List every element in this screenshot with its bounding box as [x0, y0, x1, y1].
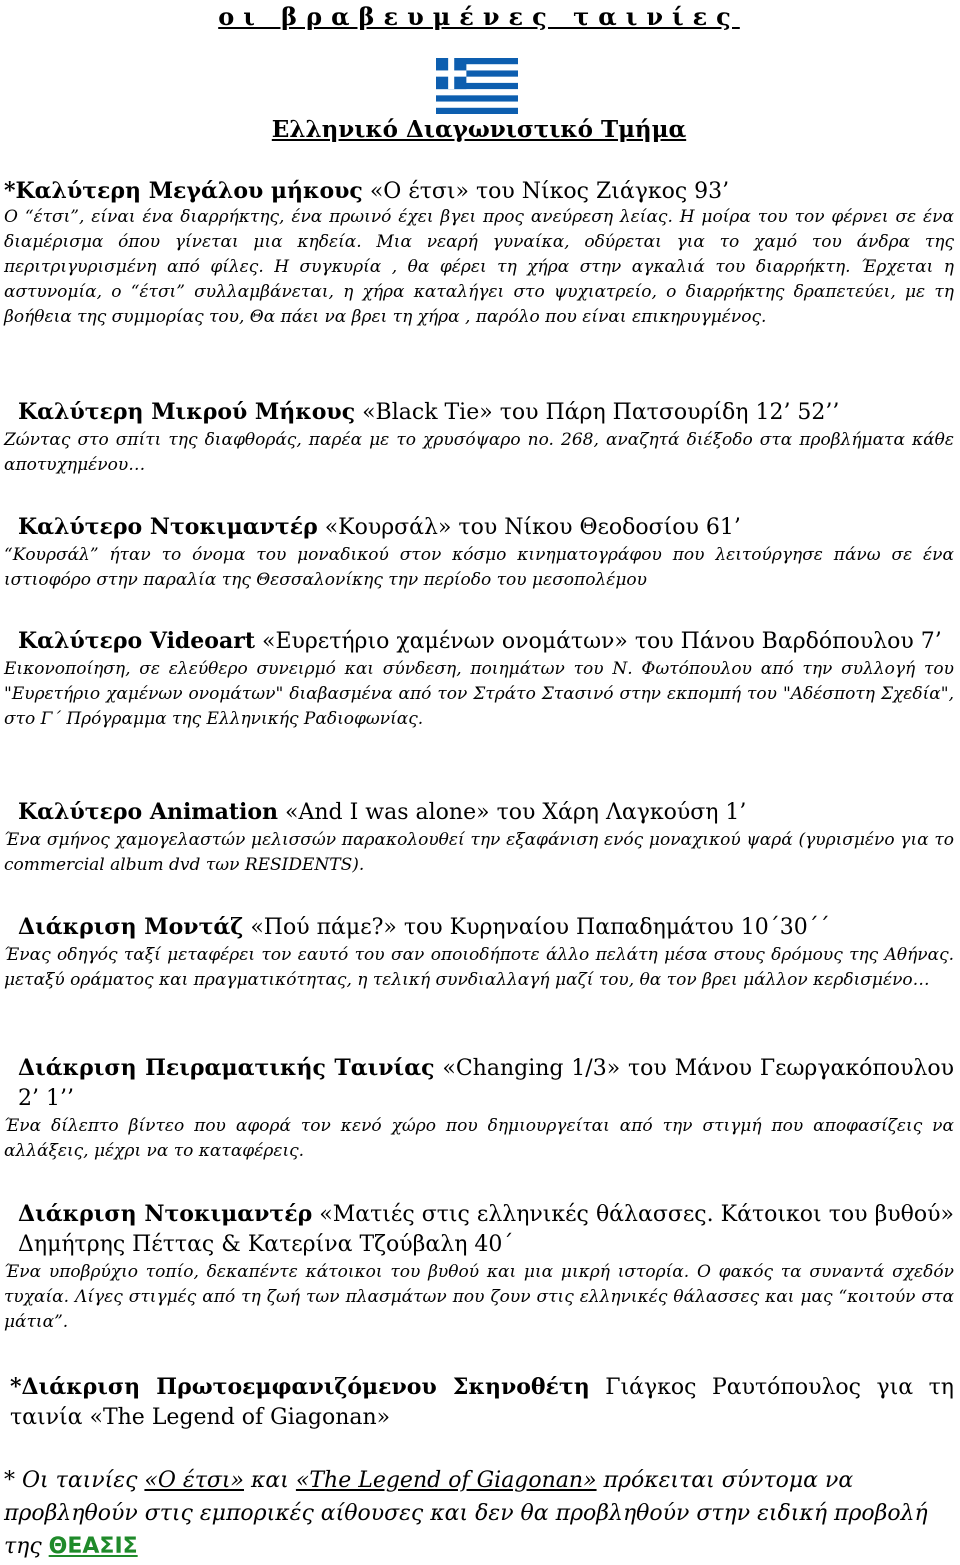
award-category: Καλύτερη Μικρού Μήκους	[18, 399, 356, 425]
award-heading	[4, 1199, 954, 1260]
award-heading	[4, 176, 954, 207]
award-heading	[4, 797, 954, 828]
award-editing-distinction	[4, 912, 954, 993]
award-best-documentary	[4, 512, 954, 593]
award-category: Καλύτερο Ντοκιμαντέρ	[18, 514, 318, 540]
award-best-short	[4, 397, 954, 478]
award-heading	[4, 912, 954, 943]
award-details: «Ο έτσι» του Νίκος Ζιάγκος 93’	[362, 179, 730, 204]
award-description: Ένα σμήνος χαμογελαστών μελισσών παρακολουθεί την εξαφάνιση ενός μοναχικού ψαρά (γυρισμένο για το commercial album dvd των RESIDENTS).	[4, 830, 954, 875]
greek-flag-icon	[436, 58, 518, 114]
award-category: *Καλύτερη Μεγάλου μήκους	[4, 178, 363, 204]
footnote-mid-1: και	[244, 1468, 296, 1493]
award-details: «Changing 1/3» του Μάνου Γεωργακόπουλου 2’ 1’’	[18, 1056, 955, 1111]
award-description: Ένα δίλεπτο βίντεο που αφορά τον κενό χώρο που δημιουργείται από την στιγμή που αποφασίζεις να αλλάξεις, μέχρι να το καταφέρεις.	[4, 1116, 954, 1161]
award-details: «Black Tie» του Πάρη Πατσουρίδη 12’ 52’’	[355, 400, 840, 425]
award-details: «Κουρσάλ» του Νίκου Θεοδοσίου 61’	[317, 515, 741, 540]
award-details: «And I was alone» του Χάρη Λαγκούση 1’	[278, 800, 747, 825]
footnote-prefix: * Οι ταινίες	[4, 1468, 145, 1493]
award-category: Καλύτερο Animation	[18, 799, 279, 825]
award-category: Διάκριση Πειραματικής Ταινίας	[18, 1055, 435, 1081]
section-title: Ελληνικό Διαγωνιστικό Τμήμα	[271, 116, 687, 143]
award-details: «Ματιές στις ελληνικές θάλασσες. Κάτοικοι του βυθού» Δημήτρης Πέττας & Κατερίνα Τζούβαλη 40΄	[18, 1202, 954, 1257]
award-category: Καλύτερο Videoart	[18, 628, 255, 654]
award-heading	[4, 512, 954, 543]
award-category: *Διάκριση Πρωτοεμφανιζόμενου Σκηνοθέτη	[10, 1374, 590, 1400]
footnote-mid-2: πρόκειται σύντομα να προβληθούν στις εμπορικές αίθουσες και δεν θα προβληθούν στην ειδική προβολή της	[4, 1468, 928, 1559]
award-best-videoart	[4, 626, 954, 732]
award-heading	[4, 1053, 954, 1114]
award-best-feature	[4, 176, 954, 330]
award-description: “Κουρσάλ” ήταν το όνομα του μοναδικού στον κόσμο κινηματογράφου που λειτούργησε πάνω σε ένα ιστιοφόρο στην παραλία της Θεσσαλονίκης την περίοδο του μεσοπολέμου	[4, 545, 954, 590]
award-experimental-distinction	[4, 1053, 954, 1164]
award-category: Διάκριση Ντοκιμαντέρ	[18, 1201, 313, 1227]
award-debut-director-distinction	[4, 1372, 954, 1433]
page-title-text: οι βραβευμένες ταινίες	[218, 2, 740, 31]
footnote-film-2: «The Legend of Giagonan»	[295, 1468, 597, 1493]
award-category: Διάκριση Μοντάζ	[18, 914, 244, 940]
document-page	[4, 0, 955, 1559]
award-details: Γιάγκος Ραυτόπουλος για τη ταινία «The Legend of Giagonan»	[10, 1375, 954, 1430]
award-description: Εικονοποίηση, σε ελεύθερο συνειρμό και σύνδεση, ποιημάτων του Ν. Φωτόπουλου από την συλλογή του "Ευρετήριο χαμένων ονομάτων" διαβασμένα από τον Στράτο Στασινό στην εκπομπή του "Αδέσποτη Σχεδία", στο Γ΄ Πρόγραμμα της Ελληνικής Ραδιοφωνίας.	[4, 659, 954, 729]
page-title	[4, 2, 954, 31]
award-best-animation	[4, 797, 954, 878]
award-heading	[4, 397, 954, 428]
footnote	[4, 1464, 954, 1563]
award-details: «Πού πάμε?» του Κυρηναίου Παπαδημάτου 10΄30΄΄	[243, 915, 830, 940]
award-documentary-distinction	[4, 1199, 954, 1335]
award-description: Ένα υποβρύχιο τοπίο, δεκαπέντε κάτοικοι του βυθού και μια μικρή ιστορία. Ο φακός τα συναντά σχεδόν τυχαία. Λίγες στιγμές από τη ζωή των πλασμάτων που ζουν στις ελληνικές θάλασσες και μας “κοιτούν στα μάτια”.	[4, 1262, 954, 1332]
award-heading	[4, 626, 954, 657]
theasis-link[interactable]: ΘΕΑΣΙΣ	[48, 1534, 138, 1559]
award-description: Ο “έτσι”, είναι ένα διαρρήκτης, ένα πρωινό έχει βγει προς ανεύρεση λείας. Η μοίρα του τον φέρνει σε ένα διαμέρισμα όπου γίνεται μια κηδεία. Μια νεαρή γυναίκα, οδύρεται για το χαμό του άνδρα της περιτριγυρισμένη από φίλες. Η συγκυρία , θα φέρει τη χήρα στην αγκαλιά του διαρρήκτη. Έρχεται η αστυνομία, ο “έτσι” συλλαμβάνεται, η χήρα καταλήγει στο ψυχιατρείο, ο διαρρήκτης δραπετεύει, με τη βοήθεια της συμμορίας του, Θα πάει να βρει τη χήρα , παρόλο που είναι επικηρυγμένος.	[4, 207, 954, 327]
footnote-film-1: «Ο έτσι»	[144, 1468, 244, 1493]
award-description: Ζώντας στο σπίτι της διαφθοράς, παρέα με το χρυσόψαρο no. 268, αναζητά διέξοδο στα προβλήματα κάθε αποτυχημένου…	[4, 430, 954, 475]
award-description: Ένας οδηγός ταξί μεταφέρει τον εαυτό του σαν οποιοδήποτε άλλο πελάτη μέσα στους δρόμους της Αθήνας. μεταξύ οράματος και πραγματικότητας, η τελική συνδιαλλαγή μαζί του, θα τον βρει μάλλον κερδισμένο…	[4, 945, 954, 990]
award-details: «Ευρετήριο χαμένων ονομάτων» του Πάνου Βαρδόπουλου 7’	[254, 629, 942, 654]
award-heading	[4, 1372, 954, 1433]
